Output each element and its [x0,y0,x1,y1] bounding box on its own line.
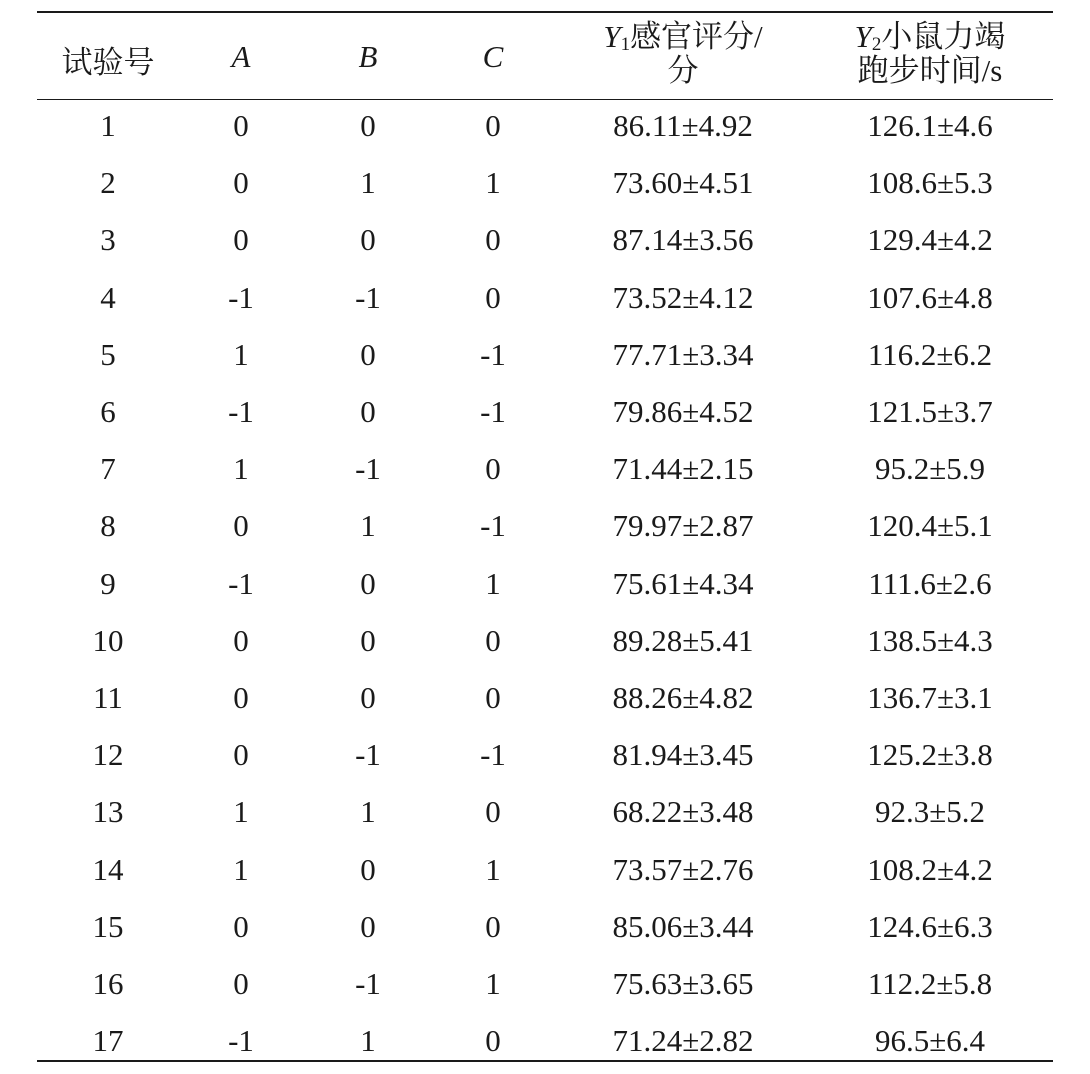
y2-exhaustion-time-cell: 125.2±3.8 [867,737,993,772]
trial-number-cell: 11 [93,680,123,715]
factor-a-cell: 1 [233,337,249,372]
y2-exhaustion-time-cell: 108.2±4.2 [867,852,993,887]
y2-exhaustion-time-cell: 112.2±5.8 [867,966,993,1001]
factor-b-cell: -1 [355,280,381,315]
factor-c-cell: 1 [485,165,501,200]
y1-sensory-score-cell: 81.94±3.45 [612,737,754,772]
factor-b-cell: 1 [360,1023,376,1058]
factor-b-cell: 1 [360,508,376,543]
trial-number-cell: 13 [92,794,124,829]
factor-c-cell: 0 [485,108,501,143]
factor-b-cell: 0 [360,566,376,601]
y2-exhaustion-time-cell: 107.6±4.8 [867,280,993,315]
trial-number-cell: 14 [92,852,124,887]
y2-exhaustion-time-cell: 138.5±4.3 [867,623,993,658]
trial-number-cell: 5 [100,337,116,372]
y1-sensory-score-cell: 89.28±5.41 [612,623,754,658]
factor-a-cell: 0 [233,623,249,658]
y2-exhaustion-time-cell: 111.6±2.6 [868,566,992,601]
factor-b-cell: 0 [360,680,376,715]
header-y1-sensory-score: $Y_1$感官评分/ 分 [603,19,763,88]
factor-a-cell: 0 [233,737,249,772]
factor-c-cell: 0 [485,280,501,315]
factor-c-cell: 1 [485,966,501,1001]
y2-exhaustion-time-cell: 116.2±6.2 [867,337,993,372]
factor-c-cell: 0 [485,1023,501,1058]
factor-b-cell: 0 [360,222,376,257]
factor-a-cell: 0 [233,165,249,200]
trial-number-cell: 12 [92,737,124,772]
factor-c-cell: -1 [480,337,506,372]
factor-b-cell: 0 [360,337,376,372]
trial-number-cell: 8 [100,508,116,543]
y1-sensory-score-cell: 71.24±2.82 [612,1023,754,1058]
factor-b-cell: -1 [355,451,381,486]
y2-exhaustion-time-cell: 129.4±4.2 [867,222,993,257]
factor-a-cell: 0 [233,909,249,944]
factor-b-cell: 0 [360,394,376,429]
y2-exhaustion-time-cell: 136.7±3.1 [867,680,993,715]
factor-c-cell: 1 [485,852,501,887]
trial-number-cell: 15 [92,909,124,944]
y2-exhaustion-time-cell: 126.1±4.6 [867,108,993,143]
trial-number-cell: 10 [92,623,124,658]
table-top-rule [37,11,1053,13]
factor-a-cell: -1 [228,1023,254,1058]
y1-sensory-score-cell: 77.71±3.34 [612,337,754,372]
y2-exhaustion-time-cell: 120.4±5.1 [867,508,993,543]
header-y2-exhaustion-time: $Y_2$小鼠力竭 跑步时间/s [854,19,1006,88]
factor-b-cell: 0 [360,623,376,658]
factor-c-cell: -1 [480,508,506,543]
factor-a-cell: 0 [233,222,249,257]
factor-b-cell: -1 [355,737,381,772]
factor-c-cell: 1 [485,566,501,601]
factor-a-cell: 1 [233,451,249,486]
trial-number-cell: 3 [100,222,116,257]
factor-b-cell: -1 [355,966,381,1001]
trial-number-cell: 9 [100,566,116,601]
y1-sensory-score-cell: 68.22±3.48 [612,794,754,829]
y1-sensory-score-cell: 71.44±2.15 [612,451,754,486]
factor-c-cell: 0 [485,680,501,715]
trial-number-cell: 16 [92,966,124,1001]
factor-b-cell: 1 [360,165,376,200]
y1-sensory-score-cell: 73.52±4.12 [612,280,754,315]
header-factor-a: A [231,39,251,74]
y1-sensory-score-cell: 87.14±3.56 [612,222,754,257]
table-bottom-rule [37,1060,1053,1062]
factor-a-cell: 1 [233,794,249,829]
factor-a-cell: 0 [233,680,249,715]
factor-a-cell: 0 [233,108,249,143]
y1-sensory-score-cell: 75.63±3.65 [612,966,754,1001]
factor-c-cell: -1 [480,394,506,429]
factor-a-cell: 0 [233,966,249,1001]
trial-number-cell: 4 [100,280,116,315]
trial-number-cell: 17 [92,1023,124,1058]
factor-c-cell: 0 [485,451,501,486]
y1-sensory-score-cell: 73.60±4.51 [612,165,754,200]
factor-a-cell: -1 [228,566,254,601]
factor-b-cell: 0 [360,108,376,143]
y2-exhaustion-time-cell: 124.6±6.3 [867,909,993,944]
factor-c-cell: 0 [485,794,501,829]
header-factor-c: C [482,39,504,74]
y2-exhaustion-time-cell: 108.6±5.3 [867,165,993,200]
y1-sensory-score-cell: 73.57±2.76 [612,852,754,887]
y1-sensory-score-cell: 79.86±4.52 [612,394,754,429]
factor-a-cell: -1 [228,394,254,429]
factor-a-cell: 1 [233,852,249,887]
y1-sensory-score-cell: 86.11±4.92 [613,108,753,143]
factor-b-cell: 1 [360,794,376,829]
factor-c-cell: 0 [485,222,501,257]
y2-exhaustion-time-cell: 96.5±6.4 [874,1023,986,1058]
y2-exhaustion-time-cell: 92.3±5.2 [874,794,986,829]
factor-c-cell: -1 [480,737,506,772]
table-header-rule [37,99,1053,100]
y1-sensory-score-cell: 79.97±2.87 [612,508,754,543]
factor-c-cell: 0 [485,909,501,944]
factor-b-cell: 0 [360,852,376,887]
y1-sensory-score-cell: 75.61±4.34 [612,566,754,601]
y2-exhaustion-time-cell: 95.2±5.9 [874,451,986,486]
factor-a-cell: -1 [228,280,254,315]
header-factor-b: B [358,39,378,74]
trial-number-cell: 1 [100,108,116,143]
trial-number-cell: 6 [100,394,116,429]
trial-number-cell: 2 [100,165,116,200]
factor-c-cell: 0 [485,623,501,658]
y1-sensory-score-cell: 88.26±4.82 [612,680,754,715]
header-trial-number: 试验号 [61,45,155,80]
y1-sensory-score-cell: 85.06±3.44 [612,909,754,944]
factor-b-cell: 0 [360,909,376,944]
y2-exhaustion-time-cell: 121.5±3.7 [867,394,993,429]
trial-number-cell: 7 [100,451,116,486]
factor-a-cell: 0 [233,508,249,543]
